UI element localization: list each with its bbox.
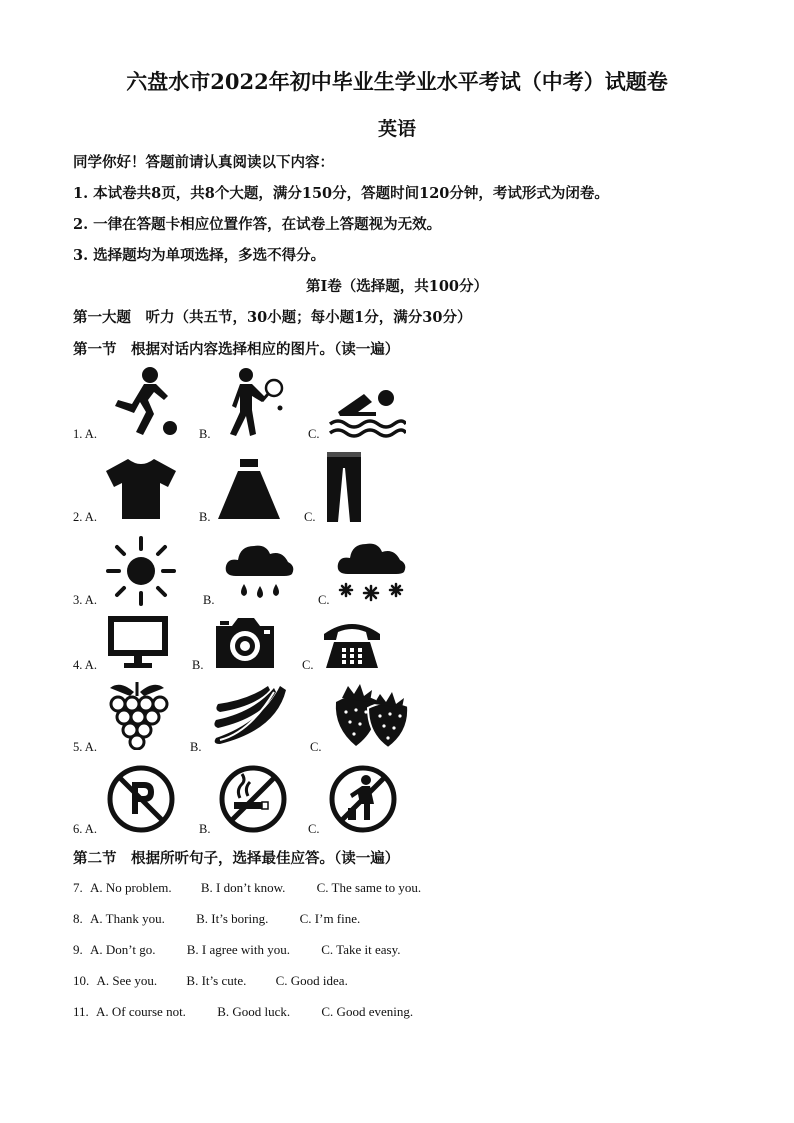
q9-row	[73, 942, 401, 958]
snow-cloud-icon	[334, 538, 408, 604]
q10-row	[73, 973, 348, 989]
subject-title: 英语	[377, 118, 416, 140]
exam-title: 六盘水市2022年初中毕业生学业水平考试（中考）试题卷	[126, 69, 668, 94]
q11-option-b: B. Good luck.	[217, 1004, 291, 1019]
skirt-icon	[216, 457, 282, 521]
grapes-icon	[104, 678, 170, 750]
q7-option-c: C. The same to you.	[316, 880, 422, 895]
rain-cloud-icon	[222, 538, 296, 604]
q11-number: 11.	[73, 1004, 89, 1019]
q5-option-b: B.	[190, 740, 202, 754]
no-littering-icon	[328, 764, 398, 834]
q10-option-a: A. See you.	[96, 973, 158, 988]
section2-heading: 第二节 根据所听句子，选择最佳应答。（读一遍）	[73, 850, 400, 867]
telephone-icon	[320, 616, 384, 670]
q2-option-c: C.	[304, 510, 316, 524]
volume-heading: 第Ⅰ卷（选择题，共100分）	[305, 278, 489, 295]
trousers-icon	[324, 450, 364, 524]
instruction-2: 2. 一律在答题卡相应位置作答，在试卷上答题视为无效。	[73, 216, 442, 233]
q4-option-c: C.	[302, 658, 314, 672]
q10-option-c: C. Good idea.	[275, 973, 348, 988]
q3-option-b: B.	[203, 593, 215, 607]
section1-heading: 第一节 根据对话内容选择相应的图片。（读一遍）	[73, 341, 400, 358]
camera-icon	[212, 614, 278, 670]
q8-row	[73, 911, 360, 927]
q8-option-b: B. It’s boring.	[196, 911, 269, 926]
q1-option-c: C.	[308, 427, 320, 441]
q4-label: 4. A.	[73, 658, 97, 672]
instruction-1: 1. 本试卷共8页，共8个大题，满分150分，答题时间120分钟，考试形式为闭卷。	[73, 185, 609, 202]
q9-option-b: B. I agree with you.	[186, 942, 290, 957]
q4-option-b: B.	[192, 658, 204, 672]
monitor-icon	[106, 614, 170, 670]
t-shirt-icon	[104, 457, 178, 521]
q11-option-a: A. Of course not.	[96, 1004, 186, 1019]
q7-number: 7.	[73, 880, 83, 895]
q6-label: 6. A.	[73, 822, 97, 836]
q1-label: 1. A.	[73, 427, 97, 441]
q6-option-b: B.	[199, 822, 211, 836]
swimmer-icon	[328, 382, 406, 438]
q8-number: 8.	[73, 911, 83, 926]
q2-option-b: B.	[199, 510, 211, 524]
q9-option-a: A. Don’t go.	[90, 942, 156, 957]
greeting: 同学你好！答题前请认真阅读以下内容：	[73, 154, 334, 171]
q8-option-c: C. I’m fine.	[299, 911, 361, 926]
q9-option-c: C. Take it easy.	[321, 942, 401, 957]
sun-icon	[106, 536, 176, 606]
q11-row	[73, 1004, 413, 1020]
no-parking-icon	[106, 764, 176, 834]
q3-label: 3. A.	[73, 593, 97, 607]
no-smoking-icon	[218, 764, 288, 834]
q7-row	[73, 880, 421, 896]
q9-number: 9.	[73, 942, 83, 957]
part1-heading: 第一大题 听力（共五节，30小题；每小题1分，满分30分）	[73, 309, 472, 326]
tennis-player-icon	[218, 366, 286, 438]
instruction-3: 3. 选择题均为单项选择，多选不得分。	[73, 247, 326, 264]
q10-option-b: B. It’s cute.	[186, 973, 247, 988]
q8-option-a: A. Thank you.	[90, 911, 165, 926]
bananas-icon	[210, 682, 290, 748]
q6-option-c: C.	[308, 822, 320, 836]
q2-label: 2. A.	[73, 510, 97, 524]
q7-option-a: A. No problem.	[90, 880, 172, 895]
q1-option-b: B.	[199, 427, 211, 441]
q5-label: 5. A.	[73, 740, 97, 754]
q11-option-c: C. Good evening.	[321, 1004, 414, 1019]
soccer-player-icon	[104, 366, 178, 438]
strawberries-icon	[330, 680, 412, 750]
q10-number: 10.	[73, 973, 90, 988]
q3-option-c: C.	[318, 593, 330, 607]
q5-option-c: C.	[310, 740, 322, 754]
q7-option-b: B. I don’t know.	[200, 880, 286, 895]
